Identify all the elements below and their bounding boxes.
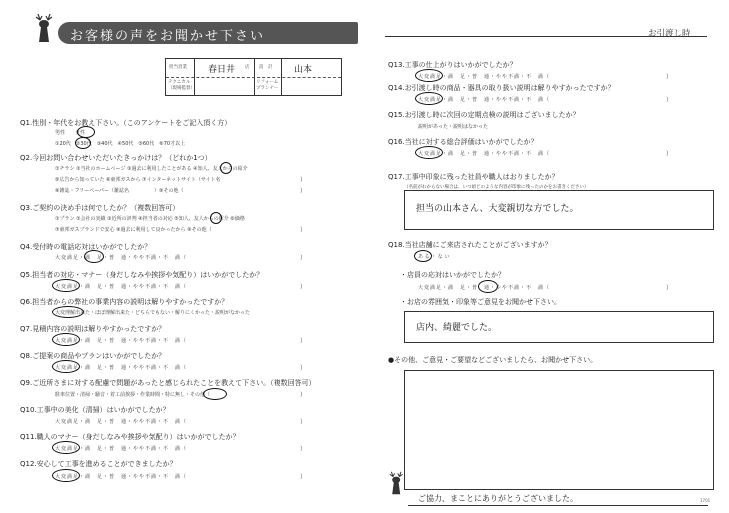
q14-rating: 大変満足・満 足・普 通・やや不満・不 満（ (418, 97, 551, 103)
q15-opt1: 説明があった・説明はなかった (418, 124, 488, 130)
q3-text: Q3.ご契約の決め手は何でしたか？（複数回答可） (20, 204, 180, 212)
q5-rating: 大変満足・満 足・普 通・やや不満・不 満（ (55, 284, 188, 290)
q13-rating: 大変満足・満 足・普 通・やや不満・不 満（ (418, 74, 551, 80)
reform-label: リフォームプランナー (256, 80, 279, 91)
q18-options: あ る ・ な い (418, 254, 450, 260)
q11-rating: 大変満足・満 足・普 通・やや不満・不 満（ (55, 446, 188, 452)
q4-rating: 大変満足・満 足・普 通・やや不満・不 満（ (55, 255, 188, 261)
sales-label: 担当営業 (169, 65, 187, 70)
q7-text: Q7.見積内容の説明は解りやすかったですか？ (20, 325, 166, 333)
staff-circle (478, 280, 498, 293)
free-comment-text: ●その他、ご意見・ご要望などございましたら、お聞かせ下さい。 (388, 356, 598, 364)
q17-text: Q17.工事中印象に残った社員や職人はおりましたか？ (388, 173, 559, 181)
q12-rating: 大変満足・満 足・普 通・やや不満・不 満（ (55, 474, 188, 480)
q9-text: Q9.ご近所さまに対する配慮で問題があったと感じられたことを教えて下さい。（複数回答可） (20, 379, 316, 387)
q4-circle (84, 250, 104, 263)
q3-opt2: ⑦東邦ガスブランドで安心 ⑧過去に利用して良かったから ⑨その他（ (55, 227, 212, 233)
sales-name: 春日井 (208, 65, 236, 75)
q5-circle (52, 279, 80, 292)
q5-text: Q5.担当者の対応・マナー（身だしなみや挨拶や気配り）はいかがでしたか？ (20, 271, 264, 279)
thanks-text: ご協力、まことにありがとうございました。 (418, 494, 578, 503)
q1-female-circle (77, 126, 95, 138)
q8-rating: 大変満足・満 足・普 通・やや不満・不 満（ (55, 365, 188, 371)
q7-circle (52, 333, 80, 346)
store-atmosphere-text: ・お店の雰囲気・印象等ご意見をお聞かせ下さい。 (400, 298, 561, 306)
technical-label: テクニカル（現場監督） (168, 80, 195, 91)
staff-rating: 大変満足・満 足・普 通・やや不満・不 満（ (418, 285, 551, 291)
q11-text: Q11.職人のマナー（身だしなみや挨拶や気配り）はいかがでしたか？ (20, 433, 240, 441)
q16-rating: 大変満足・満 足・普 通・やや不満・不 満（ (418, 151, 551, 157)
q8-circle (52, 360, 80, 373)
q15-text: Q15.お引渡し時に次回の定期点検の説明はございましたか？ (388, 111, 580, 119)
form-code: 1701 (700, 498, 711, 503)
q17-answer: 担当の山本さん、大変親切な方でした。 (416, 204, 579, 214)
q10-text: Q10.工事中の美化（清掃）はいかがでしたか？ (20, 406, 170, 414)
header-rule (385, 36, 707, 37)
q16-circle (415, 146, 443, 159)
q6-circle (52, 306, 84, 318)
q12-circle (52, 469, 80, 482)
q17-note: （名前がわからない場合は、いつ頃どのような内容が印象に残ったのかをお書きください） (404, 185, 589, 190)
staff-response-text: ・店員の応対はいかがでしたか？ (400, 271, 505, 279)
q16-text: Q16.当社に対する総合評価はいかがでしたか？ (388, 138, 538, 146)
store-honorific: 店 (245, 65, 250, 70)
staff-info-box (165, 58, 342, 96)
footer-rule (408, 505, 708, 506)
q1-gender: 男性 女性 (55, 130, 86, 136)
q6-text: Q6.担当者からの弊社の事業内容の説明は解りやすかったですか？ (20, 298, 229, 306)
q7-rating: 大変満足・満 足・普 通・やや不満・不 満（ (55, 338, 188, 344)
q6-opt1: 大変理解出来た・ほぼ理解出来た・どちらでもない・解りにくかった・説明がなかった (55, 310, 250, 316)
q18-text: Q18.当社店舗にご来店されたことがございますか？ (388, 241, 552, 249)
q9-opt1: 駐車位置・清掃・騒音・着工前挨拶・作業時間・特に無し・その他（ (55, 392, 211, 398)
q1-ages: ①20代 ②30代 ③40代 ④50代 ⑤60代 ⑥70才以上 (55, 141, 186, 147)
q3-opt1: ①プラン ②会社の実績 ③近所の評判 ④担当者の対応 ⑤知人、友人からの紹介 ⑥価格 (55, 216, 245, 222)
q1-age-circle (75, 137, 91, 149)
q2-text: Q2.今回お問い合わせいただいたきっかけは？（どれか1つ） (20, 154, 212, 162)
design-label: 設 計 (259, 65, 273, 70)
store-answer: 店内、綺麗でした。 (416, 323, 498, 333)
survey-form: お客様の声をお聞かせ下さい お引渡し時 担当営業 春日井 店 設 計 山本 テクニカル（現場監督） リフォームプランナー Q1.性別・年代をお教え下さい。（このアンケートをご記入頂く方） 男性 女性 ①20代 ②30代 ③40代 ④50代 ⑤60代 ⑥70才以上 Q2.今回お問い合わせいただいたきっかけは？（どれか1つ） ①チラシ ②当社のホームページ ③過去に利用したことがある ④知人、友人からの紹介 ⑤広告から知っていた ⑥東邦ガスから ⑦インターネットサイト（サイト名 ） ⑧雑誌・フリーペーパー（雑誌名 ）⑨その他（ ） Q3.ご契約の決め手は何でしたか？（複数回答可） ①プラン ②会社の実績 ③近所の評判 ④担当者の対応 ⑤知人、友人からの紹介 ⑥価格 ⑦東邦ガスブランドで安心 ⑧過去に利用して良かったから ⑨その他（ ） Q4.受付時の電話応対はいかがでしたか？ 大変満足・満 足・普 通・やや不満・不 満（ ） Q5.担当者の対応・マナー（身だしなみや挨拶や気配り）はいかがでしたか？ 大変満足・満 足・普 通・やや不満・不 満（ ） Q6.担当者からの弊社の事業内容の説明は解りやすかったですか？ 大変理解出来た・ほぼ理解出来た・どちらでもない・解りにくかった・説明がなかった Q7.見積内容の説明は解りやすかったですか？ 大変満足・満 足・普 通・やや不満・不 満（ ） Q8.ご提案の商品やプランはいかがでしたか？ 大変満足・満 足・普 通・やや不満・不 満（ ） Q9.ご近所さまに対する配慮で問題があったと感じられたことを教えて下さい。（複数回答可） 駐車位置・清掃・騒音・着工前挨拶・作業時間・特に無し・その他（ ） Q10.工事中の美化（清掃）はいかがでしたか？ 大変満足・満 足・普 通・やや不満・不 満（ ） Q11.職人のマナー（身だしなみや挨拶や気配り）はいかがでしたか？ 大変満足・満 足・普 通・やや不満・不 満（ ） Q12.安心して工事を進めることができましたか？ 大変満足・満 足・普 通・やや不満・不 満（ ） Q13.工事の仕上がりはいかがでしたか？ 大変満足・満 足・普 通・やや不満・不 満（ ） Q14.お引渡し時の商品・器具の取り扱い説明は解りやすかったですか？ 大変満足・満 足・普 通・やや不満・不 満（ ） Q15.お引渡し時に次回の定期点検の説明はございましたか？ 説明があった・説明はなかった Q16.当社に対する総合評価はいかがでしたか？ 大変満足・満 足・普 通・やや不満・不 満（ ） Q17.工事中印象に残った社員や職人はおりましたか？ （名前がわからない場合は、いつ頃どのような内容が印象に残ったのかをお書きください） 担当の山本さん、大変親切な方でした。 Q18.当社店舗にご来店されたことがございますか？ あ る ・ な い ・店員の応対はいかがでしたか？ 大変満足・満 足・普 通・やや不満・不 満（ ） ・お店の雰囲気・印象等ご意見をお聞かせ下さい。 店内、綺麗でした。 ●その他、ご意見・ご要望などございましたら、お聞かせ下さい。 ご協力、まことにありがとうございました。 1701 (0, 0, 729, 513)
q18-circle (414, 250, 432, 262)
q2-opt3: ⑧雑誌・フリーペーパー（雑誌名 ）⑨その他（ (55, 188, 184, 194)
q2-circle (220, 162, 232, 174)
q13-text: Q13.工事の仕上がりはいかがでしたか？ (388, 61, 517, 69)
design-name: 山本 (294, 65, 313, 75)
q8-text: Q8.ご提案の商品やプランはいかがでしたか？ (20, 352, 166, 360)
handover-label: お引渡し時 (648, 29, 691, 39)
q2-opt2: ⑤広告から知っていた ⑥東邦ガスから ⑦インターネットサイト（サイト名 (55, 177, 221, 183)
q14-text: Q14.お引渡し時の商品・器具の取り扱い説明は解りやすかったですか？ (388, 84, 615, 92)
page-title: お客様の声をお聞かせ下さい (70, 29, 266, 44)
q9-circle (203, 388, 227, 400)
q11-circle (52, 441, 80, 454)
q10-rating: 大変満足・満 足・普 通・やや不満・不 満（ (55, 419, 188, 425)
q14-circle (415, 92, 443, 105)
deer-logo-icon (30, 12, 60, 44)
q2-opt1: ①チラシ ②当社のホームページ ③過去に利用したことがある ④知人、友人からの紹介 (55, 166, 248, 172)
q12-text: Q12.安心して工事を進めることができましたか？ (20, 460, 177, 468)
q4-text: Q4.受付時の電話応対はいかがでしたか？ (20, 243, 152, 251)
q1-text: Q1.性別・年代をお教え下さい。（このアンケートをご記入頂く方） (20, 119, 232, 127)
q3-circle (210, 212, 222, 224)
deer-footer-icon (385, 468, 409, 498)
free-comment-box (404, 370, 714, 490)
q13-circle (415, 69, 443, 82)
